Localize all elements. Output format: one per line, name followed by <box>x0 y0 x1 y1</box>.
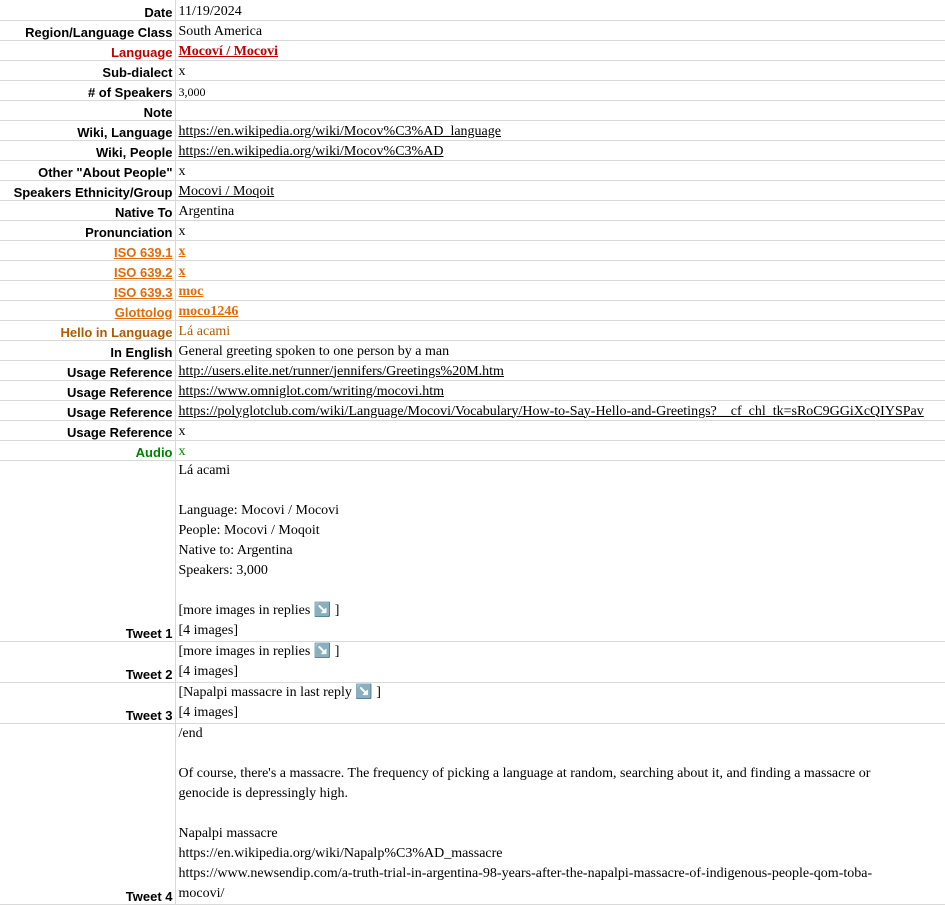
tweet-1-blank <box>179 581 945 601</box>
tweet-2-line: [4 images] <box>179 662 945 682</box>
row-usage-2 <box>0 380 945 400</box>
label-in-english[interactable]: In English <box>0 340 175 360</box>
label-usage-4[interactable]: Usage Reference <box>0 420 175 440</box>
value-iso3[interactable]: moc <box>175 280 945 300</box>
tweet-4-paragraph: Of course, there's a massacre. The frequency of picking a language at random, searching about it, and finding a massacre or genocide is depressingly high. <box>179 764 945 804</box>
tweet-4-blank <box>179 804 945 824</box>
value-tweet-2[interactable] <box>175 641 945 682</box>
label-note[interactable]: Note <box>0 100 175 120</box>
label-usage-3[interactable]: Usage Reference <box>0 400 175 420</box>
tweet-3-line: [Napalpi massacre in last reply ↘️ ] <box>179 683 945 703</box>
link-usage-2[interactable]: https://www.omniglot.com/writing/mocovi.htm <box>175 380 945 400</box>
value-tweet-1[interactable] <box>175 460 945 641</box>
link-wiki-language[interactable]: https://en.wikipedia.org/wiki/Mocov%C3%AD_language <box>175 120 945 140</box>
label-language[interactable]: Language <box>0 40 175 60</box>
row-speakers <box>0 80 945 100</box>
label-audio[interactable]: Audio <box>0 440 175 460</box>
link-usage-3[interactable]: https://polyglotclub.com/wiki/Language/Mocovi/Vocabulary/How-to-Say-Hello-and-Greetings?__cf_chl_tk=sRoC9GGiXcQIYSPav <box>175 400 945 420</box>
tweet-1-line: Native to: Argentina <box>179 541 945 561</box>
link-label-glottolog[interactable]: Glottolog <box>0 300 175 320</box>
tweet-1-line: [more images in replies ↘️ ] <box>179 601 945 621</box>
row-usage-3 <box>0 400 945 420</box>
label-tweet-3[interactable]: Tweet 3 <box>0 682 175 723</box>
label-native-to[interactable]: Native To <box>0 200 175 220</box>
label-ethnicity[interactable]: Speakers Ethnicity/Group <box>0 180 175 200</box>
link-label-iso1[interactable]: ISO 639.1 <box>0 240 175 260</box>
value-other-about[interactable]: x <box>175 160 945 180</box>
row-ethnicity <box>0 180 945 200</box>
tweet-1-line: People: Mocovi / Moqoit <box>179 521 945 541</box>
value-tweet-3[interactable] <box>175 682 945 723</box>
value-native-to[interactable]: Argentina <box>175 200 945 220</box>
value-in-english[interactable]: General greeting spoken to one person by a man <box>175 340 945 360</box>
value-iso1[interactable]: x <box>175 240 945 260</box>
row-wiki-language <box>0 120 945 140</box>
row-iso1 <box>0 240 945 260</box>
value-pronunciation[interactable]: x <box>175 220 945 240</box>
label-tweet-1[interactable]: Tweet 1 <box>0 460 175 641</box>
tweet-1-line: Language: Mocovi / Mocovi <box>179 501 945 521</box>
tweet-1-line: Speakers: 3,000 <box>179 561 945 581</box>
row-subdialect <box>0 60 945 80</box>
link-ethnicity[interactable]: Mocovi / Moqoit <box>175 180 945 200</box>
tweet-4-line: /end <box>179 724 945 744</box>
row-pronunciation <box>0 220 945 240</box>
label-tweet-2[interactable]: Tweet 2 <box>0 641 175 682</box>
tweet-1-line: [4 images] <box>179 621 945 641</box>
value-note[interactable] <box>175 100 945 120</box>
row-native-to <box>0 200 945 220</box>
label-hello[interactable]: Hello in Language <box>0 320 175 340</box>
link-wiki-people[interactable]: https://en.wikipedia.org/wiki/Mocov%C3%AD <box>175 140 945 160</box>
row-iso2 <box>0 260 945 280</box>
label-usage-1[interactable]: Usage Reference <box>0 360 175 380</box>
tweet-1-line: Lá acami <box>179 461 945 481</box>
value-subdialect[interactable]: x <box>175 60 945 80</box>
value-audio[interactable]: x <box>175 440 945 460</box>
row-usage-4 <box>0 420 945 440</box>
value-region[interactable]: South America <box>175 20 945 40</box>
value-date[interactable]: 11/19/2024 <box>175 0 945 20</box>
row-hello <box>0 320 945 340</box>
row-glottolog <box>0 300 945 320</box>
row-region <box>0 20 945 40</box>
tweet-1-blank <box>179 481 945 501</box>
value-usage-4[interactable]: x <box>175 420 945 440</box>
value-speakers[interactable]: 3,000 <box>175 80 945 100</box>
value-language[interactable]: Mocoví / Mocovi <box>175 40 945 60</box>
row-in-english <box>0 340 945 360</box>
tweet-3-line: [4 images] <box>179 703 945 723</box>
link-usage-1[interactable]: http://users.elite.net/runner/jennifers/Greetings%20M.htm <box>175 360 945 380</box>
link-label-iso3[interactable]: ISO 639.3 <box>0 280 175 300</box>
label-subdialect[interactable]: Sub-dialect <box>0 60 175 80</box>
link-label-iso2[interactable]: ISO 639.2 <box>0 260 175 280</box>
value-hello[interactable]: Lá acami <box>175 320 945 340</box>
label-tweet-4[interactable]: Tweet 4 <box>0 723 175 904</box>
tweet-4-line: Napalpi massacre <box>179 824 945 844</box>
row-usage-1 <box>0 360 945 380</box>
row-date <box>0 0 945 20</box>
row-tweet-4 <box>0 723 945 904</box>
value-tweet-4[interactable] <box>175 723 945 904</box>
tweet-2-line: [more images in replies ↘️ ] <box>179 642 945 662</box>
row-iso3 <box>0 280 945 300</box>
value-iso2[interactable]: x <box>175 260 945 280</box>
row-tweet-2 <box>0 641 945 682</box>
label-wiki-people[interactable]: Wiki, People <box>0 140 175 160</box>
row-audio <box>0 440 945 460</box>
value-glottolog[interactable]: moco1246 <box>175 300 945 320</box>
row-note <box>0 100 945 120</box>
tweet-4-url: https://www.newsendip.com/a-truth-trial-in-argentina-98-years-after-the-napalpi-massacre-of-indigenous-people-qom-toba-mocovi/ <box>179 864 945 904</box>
label-speakers[interactable]: # of Speakers <box>0 80 175 100</box>
label-date[interactable]: Date <box>0 0 175 20</box>
label-pronunciation[interactable]: Pronunciation <box>0 220 175 240</box>
row-other-about <box>0 160 945 180</box>
label-wiki-language[interactable]: Wiki, Language <box>0 120 175 140</box>
row-tweet-3 <box>0 682 945 723</box>
label-usage-2[interactable]: Usage Reference <box>0 380 175 400</box>
label-other-about[interactable]: Other "About People" <box>0 160 175 180</box>
row-language <box>0 40 945 60</box>
row-wiki-people <box>0 140 945 160</box>
row-tweet-1 <box>0 460 945 641</box>
tweet-4-line: https://en.wikipedia.org/wiki/Napalp%C3%AD_massacre <box>179 844 945 864</box>
label-region[interactable]: Region/Language Class <box>0 20 175 40</box>
tweet-4-blank <box>179 744 945 764</box>
